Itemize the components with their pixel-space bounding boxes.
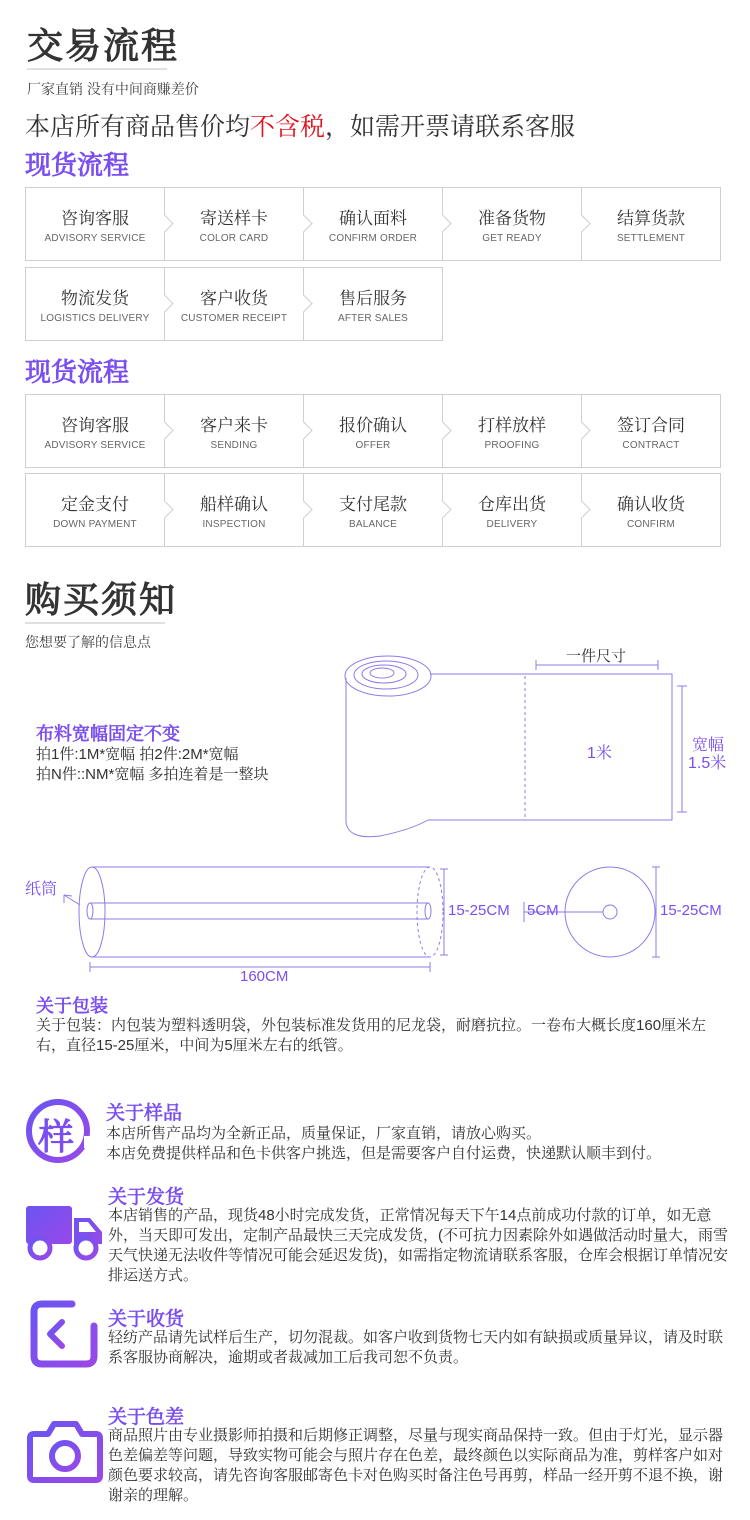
flow-step [442, 394, 582, 468]
flow-step-cn: 售后服务 [339, 289, 407, 308]
flow2-row1 [25, 394, 720, 468]
shipping-body: 本店销售的产品，现货48小时完成发货，正常情况每天下午14点前成功付款的订单，如无意外，当天即可发出，定制产品最快三天完成发货，(不可抗力因素除外如遇做活动时量大，雨雪天气快递无法收件等情况可能会延迟发货)，如需指定物流请联系客服，仓库会根据订单情况安排运送方式。 [108, 1207, 728, 1284]
flow-step [25, 473, 165, 547]
tax-notice-prefix: 本店所有商品售价均 [25, 113, 251, 141]
end-diameter-label: 15-25CM [660, 902, 722, 919]
tube-diameter-label: 15-25CM [448, 902, 510, 919]
flow-step-en: BALANCE [348, 519, 398, 530]
sample-icon [22, 1096, 100, 1166]
flow1-row2 [25, 267, 442, 341]
roll-width-label: 宽幅 [692, 737, 725, 754]
tube-label: 纸筒 [25, 881, 58, 898]
purchase-divider [25, 622, 165, 624]
packaging-title: 关于包装 [36, 996, 108, 1016]
flow-step-en: SETTLEMENT [616, 233, 686, 244]
flow-step-en: OFFER [355, 440, 391, 451]
flow-step [581, 187, 721, 261]
fabric-roll-diagram [340, 640, 740, 840]
flow-step-cn: 物流发货 [61, 289, 129, 308]
tax-notice-suffix: ，如需开票请联系客服 [325, 113, 576, 141]
page-subtitle: 厂家直销 没有中间商赚差价 [27, 81, 199, 97]
flow-step-en: DELIVERY [486, 519, 538, 530]
purchase-subtitle: 您想要了解的信息点 [25, 634, 151, 650]
piece-size-label: 一件尺寸 [566, 648, 627, 665]
color-body: 商品照片由专业摄影师拍摄和后期修正调整，尽量与现实商品保持一致。但由于灯光，显示器色差偏差等问题，导致实物可能会与照片存在色差，最终颜色以实际商品为准，剪样客户如对颜色要求较高，请先咨询客服邮寄色卡对色购买时备注色号再剪，样品一经开剪不退不换，谢谢亲的理解。 [108, 1427, 724, 1504]
flow-step-cn: 仓库出货 [478, 495, 546, 514]
camera-icon [26, 1418, 104, 1484]
flow-step-en: CONFIRM ORDER [328, 233, 418, 244]
receipt-title: 关于收货 [108, 1309, 185, 1330]
flow-step [164, 267, 304, 341]
flow-step-en: GET READY [482, 233, 542, 244]
return-arrow-icon [28, 1298, 100, 1370]
flow-step-cn: 确认收货 [617, 495, 685, 514]
flow2-title: 现货流程 [25, 357, 130, 387]
flow-step [442, 187, 582, 261]
flow-step-cn: 客户来卡 [200, 416, 268, 435]
flow-step-en: SENDING [210, 440, 258, 451]
flow-step [303, 187, 443, 261]
flow1-row1 [25, 187, 720, 261]
flow-step [164, 473, 304, 547]
flow-step-cn: 准备货物 [478, 209, 546, 228]
flow-step-cn: 寄送样卡 [200, 209, 268, 228]
flow1-title: 现货流程 [25, 150, 130, 180]
flow-step-cn: 咨询客服 [61, 416, 129, 435]
flow2-row2 [25, 473, 720, 547]
packaging-body: 关于包装：内包装为塑料透明袋，外包装标准发货用的尼龙袋，耐磨抗拉。一卷布大概长度160厘米左右，直径15-25厘米，中间为5厘米左右的纸管。 [36, 1017, 707, 1054]
flow-step-en: CONTRACT [622, 440, 680, 451]
flow-step [25, 187, 165, 261]
flow-step-en: PROOFING [484, 440, 540, 451]
title-divider [27, 68, 167, 70]
flow-step [303, 394, 443, 468]
flow-step-cn: 客户收货 [200, 289, 268, 308]
paper-tube-diagram [20, 855, 740, 985]
flow-step-cn: 确认面料 [339, 209, 407, 228]
sample-line2: 本店免费提供样品和色卡供客户挑选，但是需要客户自付运费，快递默认顺丰到付。 [106, 1145, 662, 1162]
flow-step-cn: 报价确认 [339, 416, 407, 435]
color-title: 关于色差 [108, 1407, 185, 1428]
flow-step-en: CUSTOMER RECEIPT [180, 313, 288, 324]
flow-step-en: DOWN PAYMENT [53, 519, 137, 530]
sample-title: 关于样品 [106, 1103, 183, 1124]
flow-step-cn: 打样放样 [478, 416, 546, 435]
flow-step [581, 394, 721, 468]
flow-step [303, 473, 443, 547]
flow-step-en: LOGISTICS DELIVERY [40, 313, 150, 324]
roll-width-value: 1.5米 [688, 755, 727, 772]
core-diameter-label: 5CM [527, 902, 559, 919]
flow-step-cn: 咨询客服 [61, 209, 129, 228]
flow-step [25, 267, 165, 341]
flow-step [303, 267, 443, 341]
shipping-title: 关于发货 [108, 1187, 185, 1208]
flow-step-en: ADVISORY SERVICE [44, 233, 146, 244]
flow-step-cn: 结算货款 [617, 209, 685, 228]
flow-step-en: ADVISORY SERVICE [44, 440, 146, 451]
truck-icon [24, 1200, 104, 1262]
flow-step-en: AFTER SALES [338, 313, 408, 324]
flow-step [581, 473, 721, 547]
tax-notice [25, 107, 575, 143]
width-line2: 拍N件::NM*宽幅 多拍连着是一整块 [36, 766, 269, 783]
purchase-title: 购买须知 [25, 579, 178, 620]
roll-length-label: 1米 [587, 745, 612, 762]
flow-step-cn: 船样确认 [200, 495, 268, 514]
flow-step-en: CONFIRM [626, 519, 676, 530]
flow-step-cn: 定金支付 [61, 495, 129, 514]
flow-step [164, 187, 304, 261]
flow-step-en: INSPECTION [202, 519, 266, 530]
flow-step [164, 394, 304, 468]
sample-icon-char: 样 [38, 1116, 75, 1157]
tax-notice-highlight: 不含税 [250, 113, 326, 141]
flow-step [25, 394, 165, 468]
flow-step [442, 473, 582, 547]
flow-step-cn: 签订合同 [617, 416, 685, 435]
sample-line1: 本店所售产品均为全新正品，质量保证，厂家直销，请放心购买。 [106, 1125, 542, 1142]
width-title: 布料宽幅固定不变 [36, 724, 180, 744]
flow-step-cn: 支付尾款 [339, 495, 407, 514]
tube-length-label: 160CM [240, 968, 289, 985]
flow-step-en: COLOR CARD [199, 233, 269, 244]
receipt-body: 轻纺产品请先试样后生产，切勿混裁。如客户收到货物七天内如有缺损或质量异议，请及时联系客服协商解决，逾期或者裁减加工后我司恕不负责。 [108, 1329, 724, 1366]
width-line1: 拍1件:1M*宽幅 拍2件:2M*宽幅 [36, 746, 239, 763]
page-title: 交易流程 [27, 25, 180, 66]
